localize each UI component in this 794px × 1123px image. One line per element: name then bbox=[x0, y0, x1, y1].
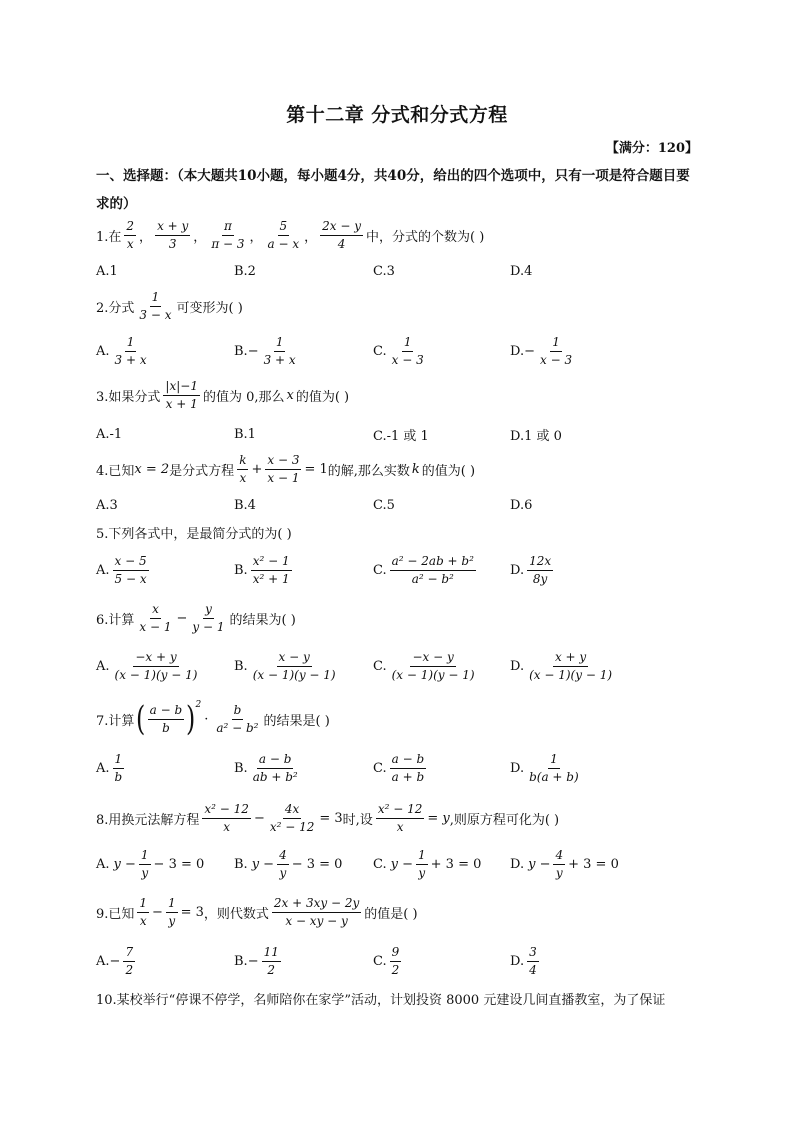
option-c: C. $\frac{\text{a² − 2ab + b²}}{\text{a² − b²}}$ bbox=[373, 553, 474, 586]
q7-suffix: 的结果是( ) bbox=[263, 713, 330, 729]
q9-suffix: 的值是( ) bbox=[364, 906, 418, 922]
page-title: 第十二章 分式和分式方程 bbox=[286, 104, 508, 126]
q4-fraction-2: $\frac{x - 3}{x - 1}$ bbox=[267, 452, 300, 485]
option-d: D. $\frac{1}{b(a + b)}$ bbox=[510, 751, 579, 784]
option-a: A. − $\frac{7}{2}$ bbox=[96, 944, 134, 977]
q4-prefix: 4.已知 bbox=[96, 463, 135, 479]
q3-prefix: 3.如果分式 bbox=[96, 389, 161, 405]
option-b: B.1 bbox=[234, 426, 256, 442]
q2-fraction: $\frac{1}{3 - x}$ bbox=[139, 289, 172, 322]
q8-options bbox=[96, 844, 696, 884]
option-d: D. y − $\frac{4}{y}$ + 3 = 0 bbox=[510, 847, 619, 880]
question-5: 5.下列各式中，是最简分式的为( ) bbox=[96, 526, 292, 542]
q9-fraction-1: $\frac{1}{x}$ bbox=[139, 895, 148, 928]
q2-options bbox=[96, 331, 696, 371]
q8-fraction-2: $\frac{4x}{\text{x² − 12}}$ bbox=[269, 801, 315, 834]
option-c: C. $\frac{-x - y}{(x - 1)(y - 1)}$ bbox=[373, 649, 475, 682]
option-a: A. $\frac{1}{3 + x}$ bbox=[96, 334, 147, 367]
option-d: D. − $\frac{1}{x - 3}$ bbox=[510, 334, 573, 367]
q3-suffix: 的值为( ) bbox=[295, 389, 350, 405]
q5-options bbox=[96, 550, 696, 590]
option-b: B. $\frac{a - b}{\text{ab + b²}}$ bbox=[234, 751, 298, 784]
q9-fraction-2: $\frac{1}{y}$ bbox=[167, 895, 176, 928]
q8-fraction-3: $\frac{\text{x² − 12}}{x}$ bbox=[377, 801, 423, 834]
q4-mid2: 的解,那么实数 bbox=[327, 463, 410, 479]
option-b: B. $\frac{\text{x² − 1}}{\text{x² + 1}}$ bbox=[234, 553, 290, 586]
q2-suffix: 可变形为( ) bbox=[176, 300, 243, 316]
q4-var: k bbox=[411, 461, 420, 477]
option-c: C. $\frac{1}{x - 3}$ bbox=[373, 334, 424, 367]
option-c: C.3 bbox=[373, 263, 395, 279]
option-b: B. − $\frac{11}{2}$ bbox=[234, 944, 279, 977]
q6-fraction-2: $\frac{y}{y - 1}$ bbox=[192, 601, 225, 634]
section-heading: 一、选择题：（本大题共10小题，每小题4分，共40分，给出的四个选项中，只有一项是符合题目要求的） bbox=[96, 168, 690, 212]
q8-suffix: ,则原方程可化为( ) bbox=[449, 812, 560, 828]
q2-prefix: 2.分式 bbox=[96, 300, 135, 316]
option-a: A. $\frac{1}{b}$ bbox=[96, 751, 123, 784]
option-b: B.2 bbox=[234, 263, 256, 279]
q3-var: x bbox=[286, 387, 294, 403]
q7-dot: · bbox=[204, 711, 209, 727]
q6-fraction-1: $\frac{x}{x - 1}$ bbox=[139, 601, 172, 634]
option-d: D.4 bbox=[510, 263, 533, 279]
option-c: C. $\frac{9}{2}$ bbox=[373, 944, 400, 977]
q7-right-paren: ) bbox=[186, 699, 196, 739]
q7-left-paren: ( bbox=[136, 699, 146, 739]
q7-prefix: 7.计算 bbox=[96, 713, 135, 729]
option-d: D.1 或 0 bbox=[510, 428, 562, 444]
q9-minus: − bbox=[152, 904, 163, 920]
score-label: 【满分：120】 bbox=[605, 141, 698, 156]
option-a: A. y − $\frac{1}{y}$ − 3 = 0 bbox=[96, 847, 205, 880]
option-a: A. $\frac{-x + y}{(x - 1)(y - 1)}$ bbox=[96, 649, 198, 682]
question-7 bbox=[96, 697, 706, 741]
option-a: A.-1 bbox=[96, 426, 123, 442]
option-b: B. − $\frac{1}{3 + x}$ bbox=[234, 334, 296, 367]
option-d: D. $\frac{3}{4}$ bbox=[510, 944, 537, 977]
option-c: C.5 bbox=[373, 497, 395, 513]
q7-exponent: 2 bbox=[195, 700, 202, 710]
q8-prefix: 8.用换元法解方程 bbox=[96, 812, 200, 828]
q4-plus: + bbox=[251, 461, 263, 477]
q7-options bbox=[96, 748, 696, 788]
q1-prefix: 1.在 bbox=[96, 229, 122, 245]
q1-suffix: 中，分式的个数为( ) bbox=[366, 229, 485, 245]
q7-fraction-2: $\frac{b}{\text{a² − b²}}$ bbox=[216, 702, 259, 735]
q7-fraction-1: $\frac{a - b}{b}$ bbox=[149, 702, 183, 735]
option-d: D.6 bbox=[510, 497, 533, 513]
q6-options bbox=[96, 646, 696, 686]
q3-mid: 的值为 0,那么 bbox=[202, 389, 285, 405]
option-d: D. $\frac{x + y}{(x - 1)(y - 1)}$ bbox=[510, 649, 613, 682]
q8-eq2: = y bbox=[427, 810, 450, 826]
q9-eq: = 3 bbox=[180, 904, 204, 920]
q1-fraction-3: $\frac{\pi}{\pi - 3}$ bbox=[211, 218, 245, 251]
q8-fraction-1: $\frac{\text{x² − 12}}{x}$ bbox=[204, 801, 249, 834]
option-a: A. $\frac{x - 5}{5 - x}$ bbox=[96, 553, 147, 586]
q1-sep: ， bbox=[193, 229, 207, 245]
q9-prefix: 9.已知 bbox=[96, 906, 135, 922]
q9-fraction-3: $\frac{2x + 3xy - 2y}{x - xy - y}$ bbox=[273, 895, 360, 928]
option-d: D. $\frac{12x}{8y}$ bbox=[510, 553, 552, 586]
q6-prefix: 6.计算 bbox=[96, 612, 135, 628]
q1-sep: ， bbox=[249, 229, 263, 245]
q1-fraction-5: $\frac{2x - y}{4}$ bbox=[322, 218, 362, 251]
q4-suffix: 的值为( ) bbox=[421, 463, 476, 479]
option-c: C. y − $\frac{1}{y}$ + 3 = 0 bbox=[373, 847, 482, 880]
question-10: 10.某校举行“停课不停学，名师陪你在家学”活动，计划投资 8000 元建设几间直播教室，为了保证 bbox=[96, 992, 666, 1008]
q8-mid: 时,设 bbox=[342, 812, 373, 828]
option-c: C. $\frac{a - b}{a + b}$ bbox=[373, 751, 425, 784]
option-b: B. $\frac{x - y}{(x - 1)(y - 1)}$ bbox=[234, 649, 336, 682]
question-9 bbox=[96, 891, 706, 933]
q1-fraction-4: $\frac{5}{a - x}$ bbox=[267, 218, 300, 251]
q1-sep: ， bbox=[304, 229, 318, 245]
question-2 bbox=[96, 285, 706, 327]
q1-sep: ， bbox=[139, 229, 153, 245]
option-a: A.1 bbox=[96, 263, 118, 279]
option-a: A.3 bbox=[96, 497, 118, 513]
q6-minus: − bbox=[176, 610, 188, 626]
question-3 bbox=[96, 374, 706, 416]
option-c: C.-1 或 1 bbox=[373, 428, 429, 444]
q6-suffix: 的结果为( ) bbox=[229, 612, 296, 628]
q8-minus: − bbox=[253, 810, 265, 826]
q9-mid: ，则代数式 bbox=[203, 906, 269, 922]
question-4 bbox=[96, 448, 706, 490]
option-b: B.4 bbox=[234, 497, 256, 513]
question-1 bbox=[96, 214, 706, 256]
q3-fraction: $\frac{|x|-1}{x + 1}$ bbox=[165, 378, 198, 411]
q4-mid: 是分式方程 bbox=[169, 463, 235, 479]
q4-options bbox=[96, 485, 696, 525]
question-6 bbox=[96, 597, 706, 639]
q1-fraction-2: $\frac{x + y}{3}$ bbox=[157, 218, 189, 251]
q1-fraction-1: $\frac{2}{x}$ bbox=[126, 218, 135, 251]
q4-expr: x = 2 bbox=[134, 461, 170, 477]
q4-fraction-1: $\frac{k}{x}$ bbox=[239, 452, 247, 485]
q8-eq: = 3 bbox=[319, 810, 343, 826]
q9-options bbox=[96, 941, 696, 981]
option-b: B. y − $\frac{4}{y}$ − 3 = 0 bbox=[234, 847, 343, 880]
question-8 bbox=[96, 797, 706, 839]
q4-eq: = 1 bbox=[304, 461, 328, 477]
